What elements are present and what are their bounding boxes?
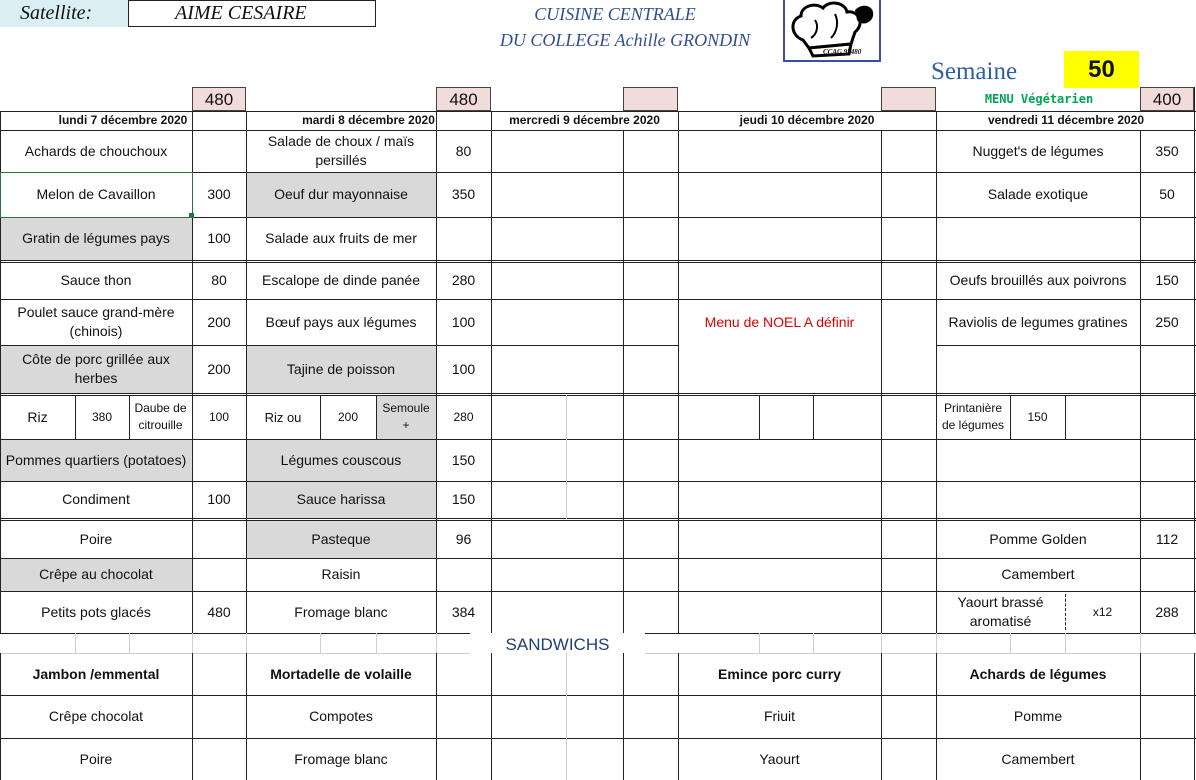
tue-qty: 280 [453,409,474,424]
tue-qty: 100 [451,313,476,330]
sandwich-thu: Yaourt [759,750,800,767]
mon-qty: 80 [211,272,227,288]
sandwich-mon: Crêpe chocolat [48,708,144,724]
mon-qty: 200 [207,360,231,377]
mon-item: Gratin de légumes pays [22,230,170,246]
tue-item: Pasteque [311,530,371,547]
sandwich-mon: Jambon /emmental [32,665,160,682]
count-tue: 480 [436,87,491,111]
tue-qty: 384 [451,603,476,620]
tue-qty: 150 [451,491,476,507]
sandwich-mon: Poire [79,750,113,767]
sandwich-tue: Mortadelle de volaille [270,665,412,682]
mon-item: Poulet sauce grand-mère (chinois) [17,304,175,339]
satellite-name: AIME CESAIRE [128,0,376,27]
mon-side: Daube de citrouille [134,401,187,432]
count-thu [881,87,936,111]
count-wed [623,87,678,111]
tue-side: Semoule + [382,401,430,432]
fri-starch-qty: 150 [1027,409,1048,424]
tue-qty: 80 [455,142,472,159]
fri-item: Nugget's de légumes [972,142,1104,159]
count-mon: 480 [192,87,246,111]
mon-qty: 300 [207,186,231,202]
tue-item: Sauce harissa [296,491,386,507]
mon-qty: 480 [207,603,231,620]
mon-item: Achards de chouchoux [24,142,168,159]
tue-item: Fromage blanc [294,603,388,620]
mon-item: Petits pots glacés [41,603,151,620]
fri-item: Raviolis de legumes gratines [948,313,1128,330]
title-line2: DU COLLEGE Achille GRONDIN [499,29,751,50]
mon-item: Sauce thon [60,272,132,288]
tue-item: Raisin [321,566,361,582]
tue-qty: 280 [451,272,476,288]
mon-starch-qty: 380 [91,409,113,424]
fri-starch: Printanière de légumes [941,401,1005,432]
mon-qty: 100 [207,230,231,246]
sandwich-fri: Pomme [1013,708,1063,724]
sandwich-tue: Fromage blanc [294,750,388,767]
count-fri: 400 [1140,87,1194,111]
sandwich-fri: Camembert [1001,750,1075,767]
semaine-label: Semaine [930,57,1018,85]
fri-qty: 350 [1155,142,1179,159]
tue-starch: Riz ou [264,409,302,425]
menu-vegetarien: MENU Végétarien [984,91,1094,106]
tue-item: Salade de choux / maïs persillés [267,133,415,168]
tue-item: Tajine de poisson [286,360,396,377]
tue-item: Salade aux fruits de mer [265,230,417,246]
fri-pack: x12 [1092,604,1113,619]
tue-qty: 150 [451,451,476,468]
day-header-fri: vendredi 11 décembre 2020 [987,113,1145,127]
title-line1: CUISINE CENTRALE [534,3,696,24]
semaine-number: 50 [1064,51,1139,88]
mon-item: Poire [79,530,113,547]
fri-item: Yaourt brassé aromatisé [957,594,1044,629]
fri-qty: 150 [1155,272,1179,288]
tue-qty: 96 [455,530,472,547]
day-header-wed: mercredi 9 décembre 2020 [509,113,660,127]
mon-item: Melon de Cavaillon [36,186,156,202]
mon-item: Côte de porc grillée aux herbes [22,351,170,386]
tue-item: Oeuf dur mayonnaise [274,186,408,202]
logo-text: CCAG 97480 [823,48,862,56]
sandwich-thu: Friuit [763,708,796,724]
mon-qty: 100 [207,491,231,507]
fri-qty: 112 [1155,530,1179,547]
mon-qty: 200 [207,313,231,330]
sandwich-fri: Achards de légumes [969,665,1107,682]
fri-item: Salade exotique [987,186,1089,202]
mon-starch: Riz [27,408,48,425]
fri-item: Oeufs brouillés aux poivrons [949,272,1127,288]
mon-item: Crêpe au chocolat [39,566,153,582]
day-header-mon: lundi 7 décembre 2020 [58,113,188,127]
mon-qty: 100 [208,409,230,424]
fri-qty: 50 [1159,186,1175,202]
sandwich-thu: Emince porc curry [718,665,841,682]
tue-qty: 100 [451,360,476,377]
tue-item: Bœuf pays aux légumes [265,313,417,330]
tue-item: Légumes couscous [280,451,402,468]
sandwich-tue: Compotes [309,708,373,724]
satellite-label: Satellite: [20,2,93,24]
fri-qty: 250 [1155,313,1179,330]
fri-qty: 288 [1155,603,1179,620]
chef-hat-logo [783,0,881,62]
fri-item: Pomme Golden [989,530,1087,547]
fri-item: Camembert [1001,566,1075,582]
mon-item: Condiment [62,491,130,507]
tue-qty: 350 [451,186,476,202]
day-header-tue: mardi 8 décembre 2020 [302,113,435,127]
tue-item: Escalope de dinde panée [261,272,421,288]
day-header-thu: jeudi 10 décembre 2020 [739,113,875,127]
mon-item: Pommes quartiers (potatoes) [5,451,187,468]
sandwichs-title: SANDWICHS [470,633,645,655]
thu-menu-noel: Menu de NOEL A définir [704,313,855,330]
tue-starch-qty: 200 [337,409,359,424]
